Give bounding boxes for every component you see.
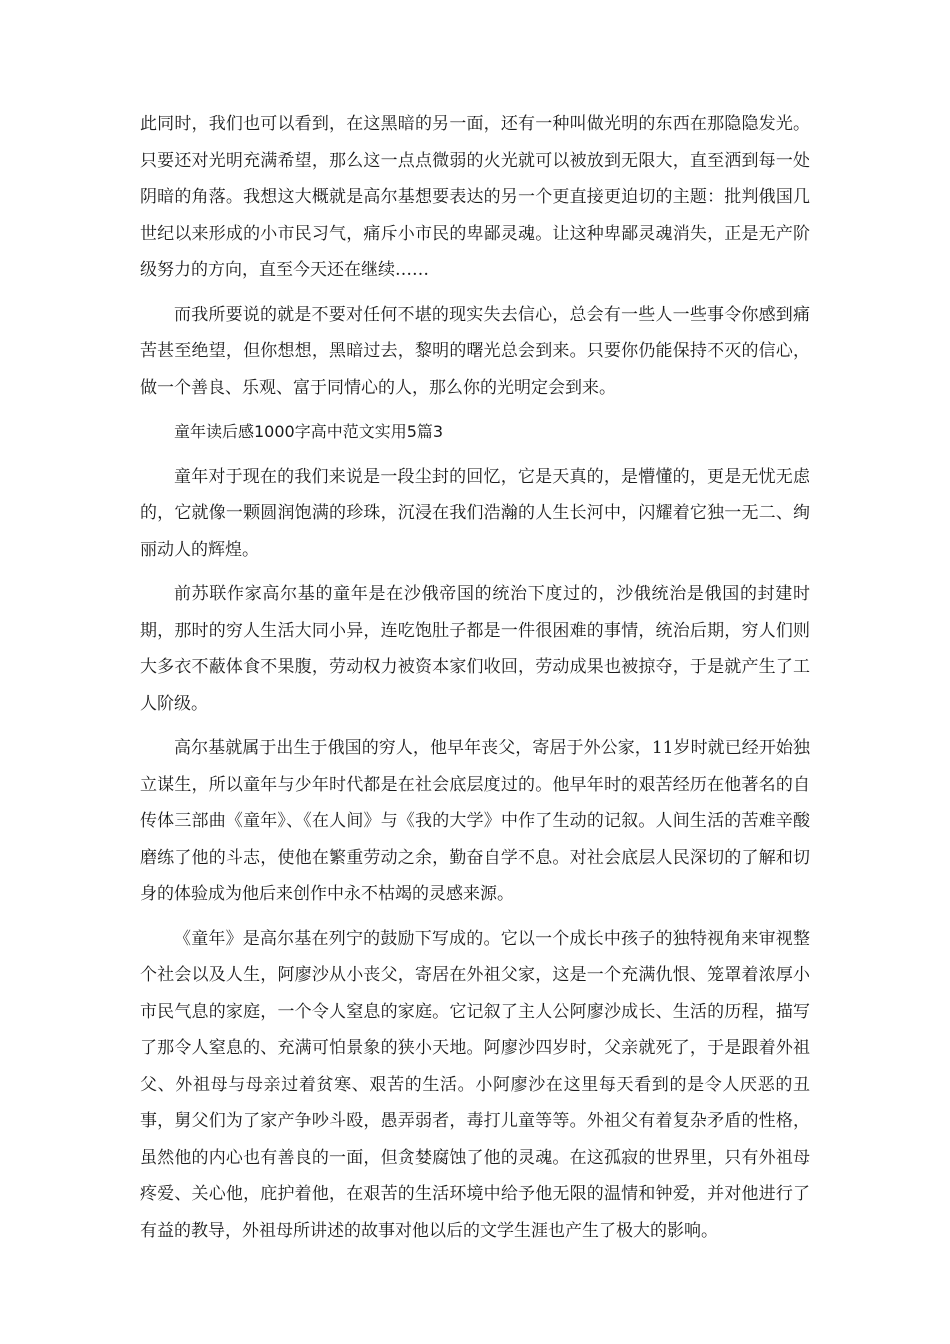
paragraph-continuation: 此同时，我们也可以看到，在这黑暗的另一面，还有一种叫做光明的东西在那隐隐发光。只要还对光明充满希望，那么这一点点微弱的火光就可以被放到无限大，直至洒到每一处阴暗的角落。我想这大概就是高尔基想要表达的另一个更直接更迫切的主题：批判俄国几世纪以来形成的小市民习气，痛斥小市民的卑鄙灵魂。让这种卑鄙灵魂消失，正是无产阶级努力的方向，直至今天还在继续…… xyxy=(140,114,810,280)
paragraph-faith: 而我所要说的就是不要对任何不堪的现实失去信心，总会有一些人一些事令你感到痛苦甚至绝望，但你想想，黑暗过去，黎明的曙光总会到来。只要你仍能保持不灭的信心，做一个善良、乐观、富于同情心的人，那么你的光明定会到来。 xyxy=(140,304,810,398)
section-heading: 童年读后感1000字高中范文实用5篇3 xyxy=(174,422,444,441)
document-page xyxy=(140,106,810,1257)
paragraph-childhood-intro: 童年对于现在的我们来说是一段尘封的回忆，它是天真的，是懵懂的，更是无忧无虑的，它就像一颗圆润饱满的珍珠，沉浸在我们浩瀚的人生长河中，闪耀着它独一无二、绚丽动人的辉煌。 xyxy=(140,466,810,560)
paragraph-tsarist-russia: 前苏联作家高尔基的童年是在沙俄帝国的统治下度过的，沙俄统治是俄国的封建时期，那时的穷人生活大同小异，连吃饱肚子都是一件很困难的事情，统治后期，穷人们则大多衣不蔽体食不果腹，劳动权力被资本家们收回，劳动成果也被掠夺，于是就产生了工人阶级。 xyxy=(140,584,810,714)
paragraph-book-summary: 《童年》是高尔基在列宁的鼓励下写成的。它以一个成长中孩子的独特视角来审视整个社会以及人生，阿廖沙从小丧父，寄居在外祖父家，这是一个充满仇恨、笼罩着浓厚小市民气息的家庭，一个令人窒息的家庭。它记叙了主人公阿廖沙成长、生活的历程，描写了那令人窒息的、充满可怕景象的狭小天地。阿廖沙四岁时，父亲就死了，于是跟着外祖父、外祖母与母亲过着贫寒、艰苦的生活。小阿廖沙在这里每天看到的是令人厌恶的丑事，舅父们为了家产争吵斗殴，愚弄弱者，毒打儿童等等。外祖父有着复杂矛盾的性格，虽然他的内心也有善良的一面，但贪婪腐蚀了他的灵魂。在这孤寂的世界里，只有外祖母疼爱、关心他，庇护着他，在艰苦的生活环境中给予他无限的温情和钟爱，并对他进行了有益的教导，外祖母所讲述的故事对他以后的文学生涯也产生了极大的影响。 xyxy=(140,928,810,1241)
paragraph-gorky-biography: 高尔基就属于出生于俄国的穷人，他早年丧父，寄居于外公家，11岁时就已经开始独立谋生，所以童年与少年时代都是在社会底层度过的。他早年时的艰苦经历在他著名的自传体三部曲《童年》、《在人间》与《我的大学》中作了生动的记叙。人间生活的苦难辛酸磨练了他的斗志，使他在繁重劳动之余，勤奋自学不息。对社会底层人民深切的了解和切身的体验成为他后来创作中永不枯竭的灵感来源。 xyxy=(140,738,810,904)
